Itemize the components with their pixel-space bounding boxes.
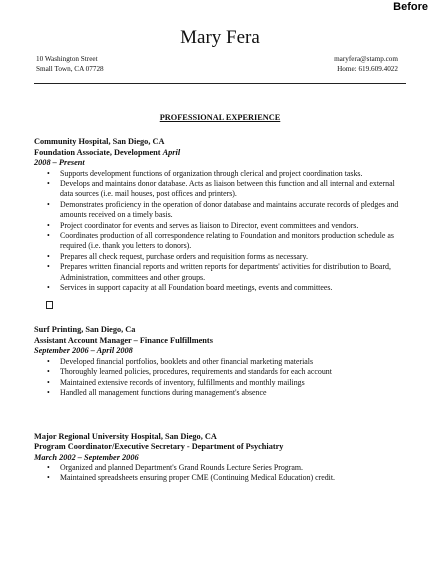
job-title-line xyxy=(34,148,406,159)
bullet-icon: • xyxy=(47,388,50,398)
bullet-text: Organized and planned Department's Grand Rounds Lecture Series Program. xyxy=(60,463,303,472)
job-title: Assistant Account Manager – Finance Fulfillments xyxy=(34,335,213,345)
job-title: Program Coordinator/Executive Secretary - Department of Psychiatry xyxy=(34,442,284,451)
address-line-1: 10 Washington Street xyxy=(36,55,98,63)
list-item xyxy=(34,283,406,293)
contact-block xyxy=(34,54,406,78)
job-bullets xyxy=(34,357,406,399)
job-employer: Community Hospital, San Diego, CA xyxy=(34,137,165,146)
phone-text: Home: 619.609.4022 xyxy=(337,65,398,73)
candidate-name: Mary Fera xyxy=(180,27,260,48)
job-dates: March 2002 – September 2006 xyxy=(34,452,139,462)
bullet-icon: • xyxy=(47,473,50,483)
bullet-text: Prepares written financial reports and written reports for departments' activities for distribution to Board, Administration, committees and other groups. xyxy=(60,262,391,282)
email-text: maryfera@stamp.com xyxy=(334,55,398,63)
bullet-icon: • xyxy=(47,377,50,387)
bullet-icon: • xyxy=(47,230,50,240)
list-item xyxy=(34,252,406,262)
bullet-text: Develops and maintains donor database. Acts as liaison between this function and all internal and external data sources (i.e. mail houses, post offices and printers). xyxy=(60,178,395,199)
resume-page xyxy=(34,26,406,484)
bullet-text: Demonstrates proficiency in the operation of donor database and maintains accurate records of pledges and amounts received on a timely basis. xyxy=(60,199,399,220)
bullet-icon: • xyxy=(47,367,50,377)
job-title-date: April xyxy=(162,147,181,157)
bullet-text: Thoroughly learned policies, procedures, requirements and standards for each account xyxy=(60,367,332,377)
bullet-icon: • xyxy=(47,262,50,272)
section-title xyxy=(34,113,406,123)
address-block xyxy=(36,54,104,74)
job-bullets xyxy=(34,463,406,484)
list-item xyxy=(34,262,406,283)
list-item xyxy=(34,231,406,252)
bullet-text: Handled all management functions during management's absence xyxy=(60,388,267,398)
section-title-text: PROFESSIONAL EXPERIENCE xyxy=(159,113,281,122)
job-title: Foundation Associate, Development xyxy=(34,147,161,157)
bullet-text: Developed financial portfolios, booklets and other financial marketing materials xyxy=(60,356,314,366)
job-employer: Major Regional University Hospital, San Diego, CA xyxy=(34,431,217,441)
bullet-icon: • xyxy=(47,282,50,292)
bullet-icon: • xyxy=(47,220,50,230)
bullet-icon: • xyxy=(47,168,50,178)
bullet-text: Maintained extensive records of inventory, fulfillments and monthly mailings xyxy=(60,377,305,387)
square-glyph-icon xyxy=(46,301,53,309)
bullet-icon: • xyxy=(47,463,50,472)
bullet-text: Prepares all check request, purchase orders and requisition forms as necessary. xyxy=(60,251,308,261)
job-entry xyxy=(34,432,406,484)
list-item xyxy=(34,473,406,483)
bullet-icon: • xyxy=(47,178,50,188)
list-item xyxy=(34,367,406,377)
bullet-text: Project coordinator for events and serves as liaison to Director, event committees and vendors. xyxy=(60,220,359,230)
list-item xyxy=(34,378,406,388)
job-bullets xyxy=(34,169,406,294)
before-label: Before xyxy=(393,1,428,13)
bullet-text: Supports development functions of organization through clerical and project coordination tasks. xyxy=(60,168,363,178)
bullet-icon: • xyxy=(47,199,50,209)
bullet-text: Coordinates production of all correspondence relating to Foundation and monitors production schedule as required (i.e. thank you letters to donors). xyxy=(60,230,394,251)
list-item xyxy=(34,221,406,231)
job-entry xyxy=(34,325,406,398)
list-item xyxy=(34,463,406,473)
job-dates: 2008 – Present xyxy=(34,158,85,167)
job-dates: September 2006 – April 2008 xyxy=(34,346,133,356)
job-entry xyxy=(34,137,406,293)
address-line-2: Small Town, CA 07728 xyxy=(36,65,104,73)
list-item xyxy=(34,388,406,398)
job-employer: Surf Printing, San Diego, Ca xyxy=(34,325,136,335)
list-item xyxy=(34,179,406,200)
bullet-icon: • xyxy=(47,356,50,366)
bullet-icon: • xyxy=(47,251,50,261)
bullet-text: Maintained spreadsheets ensuring proper CME (Continuing Medical Education) credit. xyxy=(60,473,336,483)
list-item xyxy=(34,169,406,179)
bullet-text: Services in support capacity at all Foundation board meetings, events and committees. xyxy=(60,282,333,292)
header-divider xyxy=(34,83,406,84)
list-item xyxy=(34,357,406,367)
list-item xyxy=(34,200,406,221)
contact-info xyxy=(334,54,398,74)
